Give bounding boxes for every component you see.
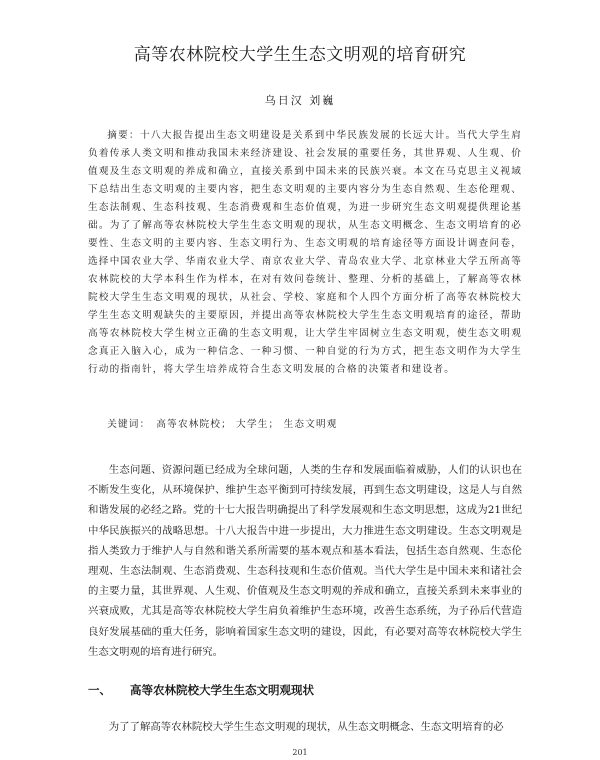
abstract-paragraph: 摘要：十八大报告提出生态文明建设是关系到中华民族发展的长远大计。当代大学生肩负着传承人类文明和推动我国未来经济建设、社会发展的重要任务，其世界观、人生观、价值观及生态文明观的养成和确立，直接关系到中国未来的民族兴衰。本文在马克思主义视域下总结出生态文明观的主要内容，把生态文明观的主要内容分为生态自然观、生态伦理观、生态法制观、生态科技观、生态消费观和生态价值观，为进一步研究生态文明观提供理论基础。为了了解高等农林院校大学生生态文明观的现状，从生态文明概念、生态文明培育的必要性、生态文明的主要内容、生态文明行为、生态文明观的培育途径等方面设计调查问卷，选择中国农业大学、华南农业大学、南京农业大学、青岛农业大学、北京林业大学五所高等农林院校的大学本科生作为样本，在对有效问卷统计、整理、分析的基础上，了解高等农林院校大学生生态文明观的现状，从社会、学校、家庭和个人四个方面分析了高等农林院校大学生生态文明观缺失的主要原因，并提出高等农林院校大学生生态文明观培育的途径，帮助高等农林院校大学生树立正确的生态文明观，让大学生牢固树立生态文明观，使生态文明观念真正入脑入心，成为一种信念、一种习惯、一种自觉的行为方式，把生态文明作为大学生行动的指南针，将大学生培养成符合生态文明发展的合格的决策者和建设者。 bbox=[88, 130, 522, 375]
paper-title: 高等农林院校大学生生态文明观的培育研究 bbox=[133, 45, 467, 65]
page-number: 201 bbox=[292, 748, 308, 757]
body-paragraph: 生态问题、资源问题已经成为全球问题，人类的生存和发展面临着威胁，人们的认识也在不断发生变化，从环境保护、维护生态平衡到可持续发展，再到生态文明建设，这是人与自然和谐发展的必经之路。党的十七大报告明确提出了科学发展观和生态文明思想，这成为21世纪中华民族振兴的战略思想。十八大报告中进一步提出，大力推进生态文明建设。生态文明观是指人类致力于维护人与自然和谐关系所需要的基本观点和基本看法，包括生态自然观、生态伦理观、生态法制观、生态消费观、生态科技观和生态价值观。当代大学生是中国未来和诸社会的主要力量，其世界观、人生观、价值观及生态文明观的养成和确立，直接关系到未来事业的兴衰成败，尤其是高等农林院校大学生肩负着维护生态环境，改善生态系统，为子孙后代营造良好发展基础的重大任务，影响着国家生态文明的建设，因此，有必要对高等农林院校大学生生态文明观的培育进行研究。 bbox=[88, 464, 522, 658]
section-title: 高等农林院校大学生生态文明观现状 bbox=[130, 683, 314, 697]
keywords-label: 关键词： bbox=[107, 419, 151, 430]
section-number: 一、 bbox=[88, 683, 111, 697]
body-paragraph-2: 为了了解高等农林院校大学生生态文明观的现状，从生态文明概念、生态文明培育的必 bbox=[108, 721, 504, 733]
keywords-text: 高等农林院校； 大学生； 生态文明观 bbox=[156, 419, 338, 430]
paper-authors: 乌日汉 刘巍 bbox=[264, 94, 336, 107]
section-heading bbox=[88, 682, 522, 698]
keywords-line bbox=[88, 416, 522, 430]
